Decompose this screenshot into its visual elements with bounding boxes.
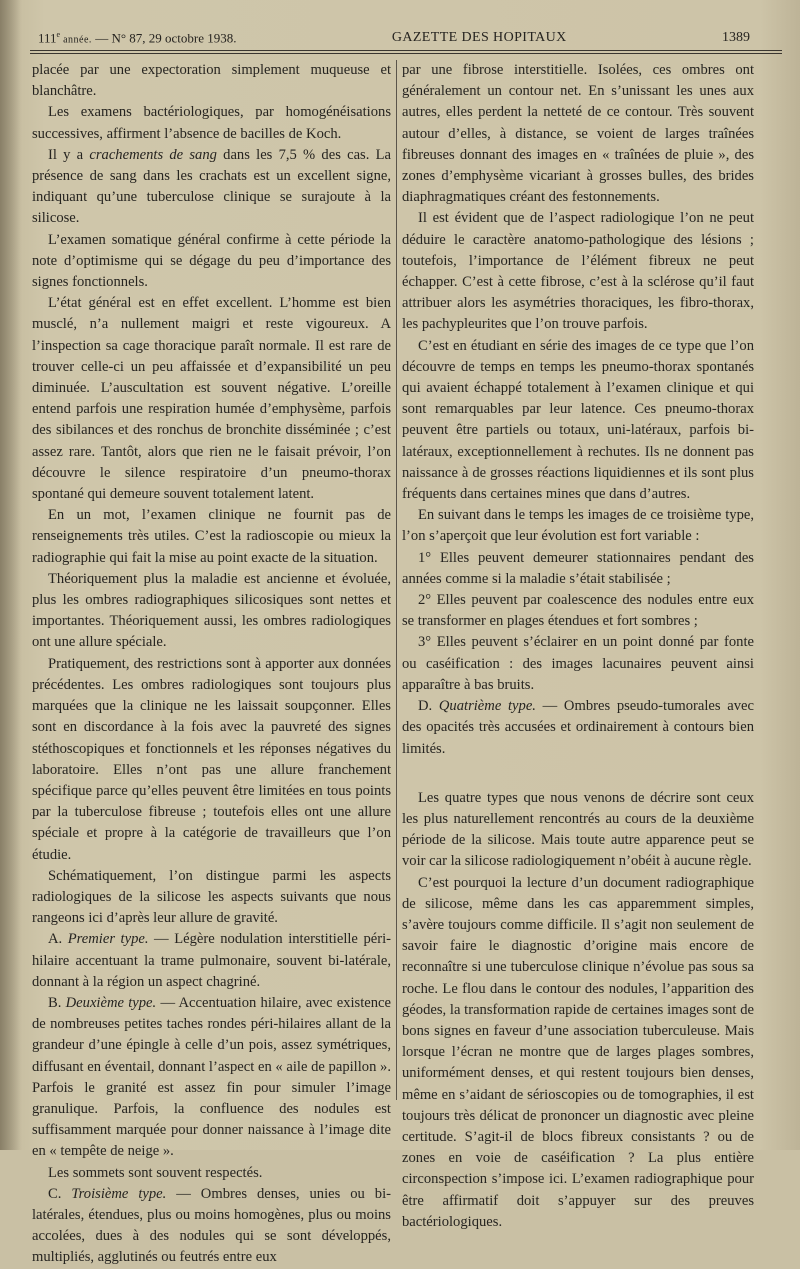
journal-title: GAZETTE DES HOPITAUX — [391, 30, 567, 45]
paragraph: A. Premier type. — Légère nodulation interstitielle péri-hilaire accentuant la trame pulmonaire, souvent bi-latérale, donnant à la région un aspect chagriné. — [32, 931, 391, 990]
left-column — [32, 60, 391, 1269]
paragraph: C’est pourquoi la lecture d’un document radiographique de silicose, même dans les cas apparemment simples, s’avère toujours comme difficile. Il s’agit non seulement de savoir faire le diagnostic d’origine mais encore de reconnaître si une tuberculose clinique n’évolue pas sous sa roche. Le flou dans le contour des nodules, l’apparition des géodes, la transformation rapide de certaines images sont de bons signes en faveur d’une association tuberculeuse. Mais lorsque l’écran ne montre que de larges plages sombres, uniformément denses, et qui restent toujours bien denses, même en s’aidant de sérioscopies ou de tomographies, il est toujours très délicat de prononcer un diagnostic avec pleine certitude. S’agit-il de blocs fibreux consistants ? ou de zones en voie de caséification ? La plus entière circonspection s’impose ici. L’examen radiographique pour être affirmatif doit s’appuyer sur des preuves bactériologiques. — [402, 874, 754, 1230]
paragraph: B. Deuxième type. — Accentuation hilaire, avec existence de nombreuses petites taches rondes péri-hilaires allant de la grandeur d’une épingle à celle d’un pois, assez symétriques, diffusant en éventail, donnant l’aspect en « aile de papillon ». Parfois le granité est assez fin pour simuler l’image granulique. Parfois, la confluence des nodules est suffisamment marquée pour donner naissance à l’image dite en « tempête de neige ». — [32, 994, 392, 1160]
italic-term: Quatrième type. — [438, 698, 536, 715]
page-header — [38, 22, 750, 46]
column-divider — [396, 60, 397, 1100]
page-number: 1389 — [722, 30, 750, 45]
paragraph: par une fibrose interstitielle. Isolées, ces ombres ont généralement un contour net. En s’unissant les unes aux autres, elles perdent la netteté de ce contour. Très souvent autour d’elles, à distance, se voient de larges traînées fibreuses donnant des images en « traînées de pluie », des zones d’emphysème vicariant à grosses bulles, des brides diaphragmatiques créant des festonnements. — [402, 62, 754, 206]
paragraph: D. Quatrième type. — Ombres pseudo-tumorales avec des opacités très accusées et ordinairement à contours bien limités. — [402, 698, 754, 757]
year-prefix: 111 — [38, 30, 57, 45]
right-column — [402, 60, 754, 1233]
paragraph: Les examens bactériologiques, par homogénéisations successives, affirment l’absence de bacilles de Koch. — [32, 104, 391, 142]
paragraph: C. Troisième type. — Ombres denses, unies ou bi-latérales, étendues, plus ou moins homogènes, plus ou moins accolées, dues à des nodules qui se sont développés, multipliés, agglutinés ou feutrés entre eux — [32, 1185, 392, 1266]
paragraph: En un mot, l’examen clinique ne fournit pas de renseignements très utiles. C’est la radioscopie ou mieux la radiographie qui fait la mise au point exacte de la situation. — [32, 507, 391, 566]
paragraph: En suivant dans le temps les images de ce troisième type, l’on s’aperçoit que leur évolution est fort variable : — [402, 507, 754, 545]
paragraph: L’examen somatique général confirme à cette période la note d’optimisme qui se dégage du peu d’importance des signes fonctionnels. — [32, 231, 391, 291]
paragraph: Pratiquement, des restrictions sont à apporter aux données précédentes. Les ombres radiologiques sont toujours plus marquées que la clinique ne les laissait soupçonner. Elles sont en discordance à la fois avec la pauvreté des signes stéthoscopiques et fonctionnels et les réponses négatives du laboratoire. Elles n’ont pas une allure franchement spécifique parce qu’elles peuvent être limitées en tous points par la tuberculose fibreuse ; toutefois elles ont une allure spéciale et propre à la catégorie de travailleurs que l’on étudie. — [32, 655, 391, 863]
paragraph: Les sommets sont souvent respectés. — [48, 1164, 263, 1181]
paragraph: Il est évident que de l’aspect radiologique l’on ne peut déduire le caractère anatomo-pathologique des lésions ; toutefois, l’importance de l’élément fibreux ne peut échapper. C’est à cette fibrose, c’est à la sclérose qu’il faut attribuer alors les asymétries thoraciques, les fibro-thorax, les pachypleurites que l’on trouve parfois. — [402, 210, 754, 333]
italic-term: Troisième type. — [71, 1185, 167, 1202]
italic-term: Premier type. — [67, 931, 149, 948]
binding-shadow — [0, 0, 22, 1150]
year-word: année. — [60, 34, 92, 45]
paragraph: placée par une expectoration simplement muqueuse et blanchâtre. — [32, 62, 391, 100]
paragraph: Les quatre types que nous venons de décrire sont ceux les plus naturellement rencontrés au cours de la deuxième période de la silicose. Mais toute autre apparence peut se voir car la silicose radiologiquement n’obéit à aucune règle. — [402, 789, 754, 870]
paragraph: Théoriquement plus la maladie est ancienne et évoluée, plus les ombres radiographiques silicosiques sont nettes et importantes. Théoriquement aussi, les ombres radiologiques ont une allure spéciale. — [32, 570, 391, 651]
paragraph: L’état général est en effet excellent. L’homme est bien musclé, n’a nullement maigri et reste vigoureux. A l’inspection sa cage thoracique paraît normale. Il est rare de trouver celle-ci un peu affaissée et d’expansibilité un peu diminuée. L’auscultation est souvent négative. L’oreille entend parfois une respiration humée d’emphysème, parfois des sibilances et des ronchus de bronchite disséminée ; c’est assez rare. Tantôt, alors que rien ne le faisait prévoir, l’on découvre le silence respiratoire d’un pneumo-thorax spontané qui demeure souvent totalement latent. — [32, 295, 391, 503]
italic-term: crachements de sang — [89, 146, 217, 163]
issue-info — [38, 30, 237, 46]
paragraph: 2° Elles peuvent par coalescence des nodules entre eux se transformer en plages étendues et fort sombres ; — [402, 592, 754, 630]
issue-number-date: — N° 87, 29 octobre 1938. — [91, 30, 237, 45]
header-rule-double — [30, 53, 782, 54]
paragraph: Il y a crachements de sang dans les 7,5 % des cas. La présence de sang dans les crachats est un excellent signe, indiquant qu’une tuberculose clinique se surajoute à la silicose. — [32, 146, 392, 227]
year-sup: e — [56, 29, 61, 39]
paragraph: Schématiquement, l’on distingue parmi les aspects radiologiques de la silicose les aspects suivants que nous rangeons ici d’après leur allure de gravité. — [32, 867, 391, 927]
paragraph: C’est en étudiant en série des images de ce type que l’on découvre de temps en temps les pneumo-thorax spontanés qui avaient échappé totalement à l’examen clinique et qui sont remarquables par leur latence. Ces pneumo-thorax peuvent être partiels ou totaux, uni-latéraux, parfois bi-latéraux, exceptionnellement à rechutes. Ils ne donnent pas naissance à de grosses réactions liquidiennes et ils sont plus fréquents dans certaines mines que dans d’autres. — [402, 337, 754, 503]
paragraph: 3° Elles peuvent s’éclairer en un point donné par fonte ou caséification : des images lacunaires peuvent ainsi apparaître à bas bruits. — [402, 634, 754, 693]
paragraph: 1° Elles peuvent demeurer stationnaires pendant des années comme si la maladie s’était stabilisée ; — [402, 549, 754, 587]
italic-term: Deuxième type. — [65, 994, 157, 1011]
header-rule — [30, 50, 782, 51]
